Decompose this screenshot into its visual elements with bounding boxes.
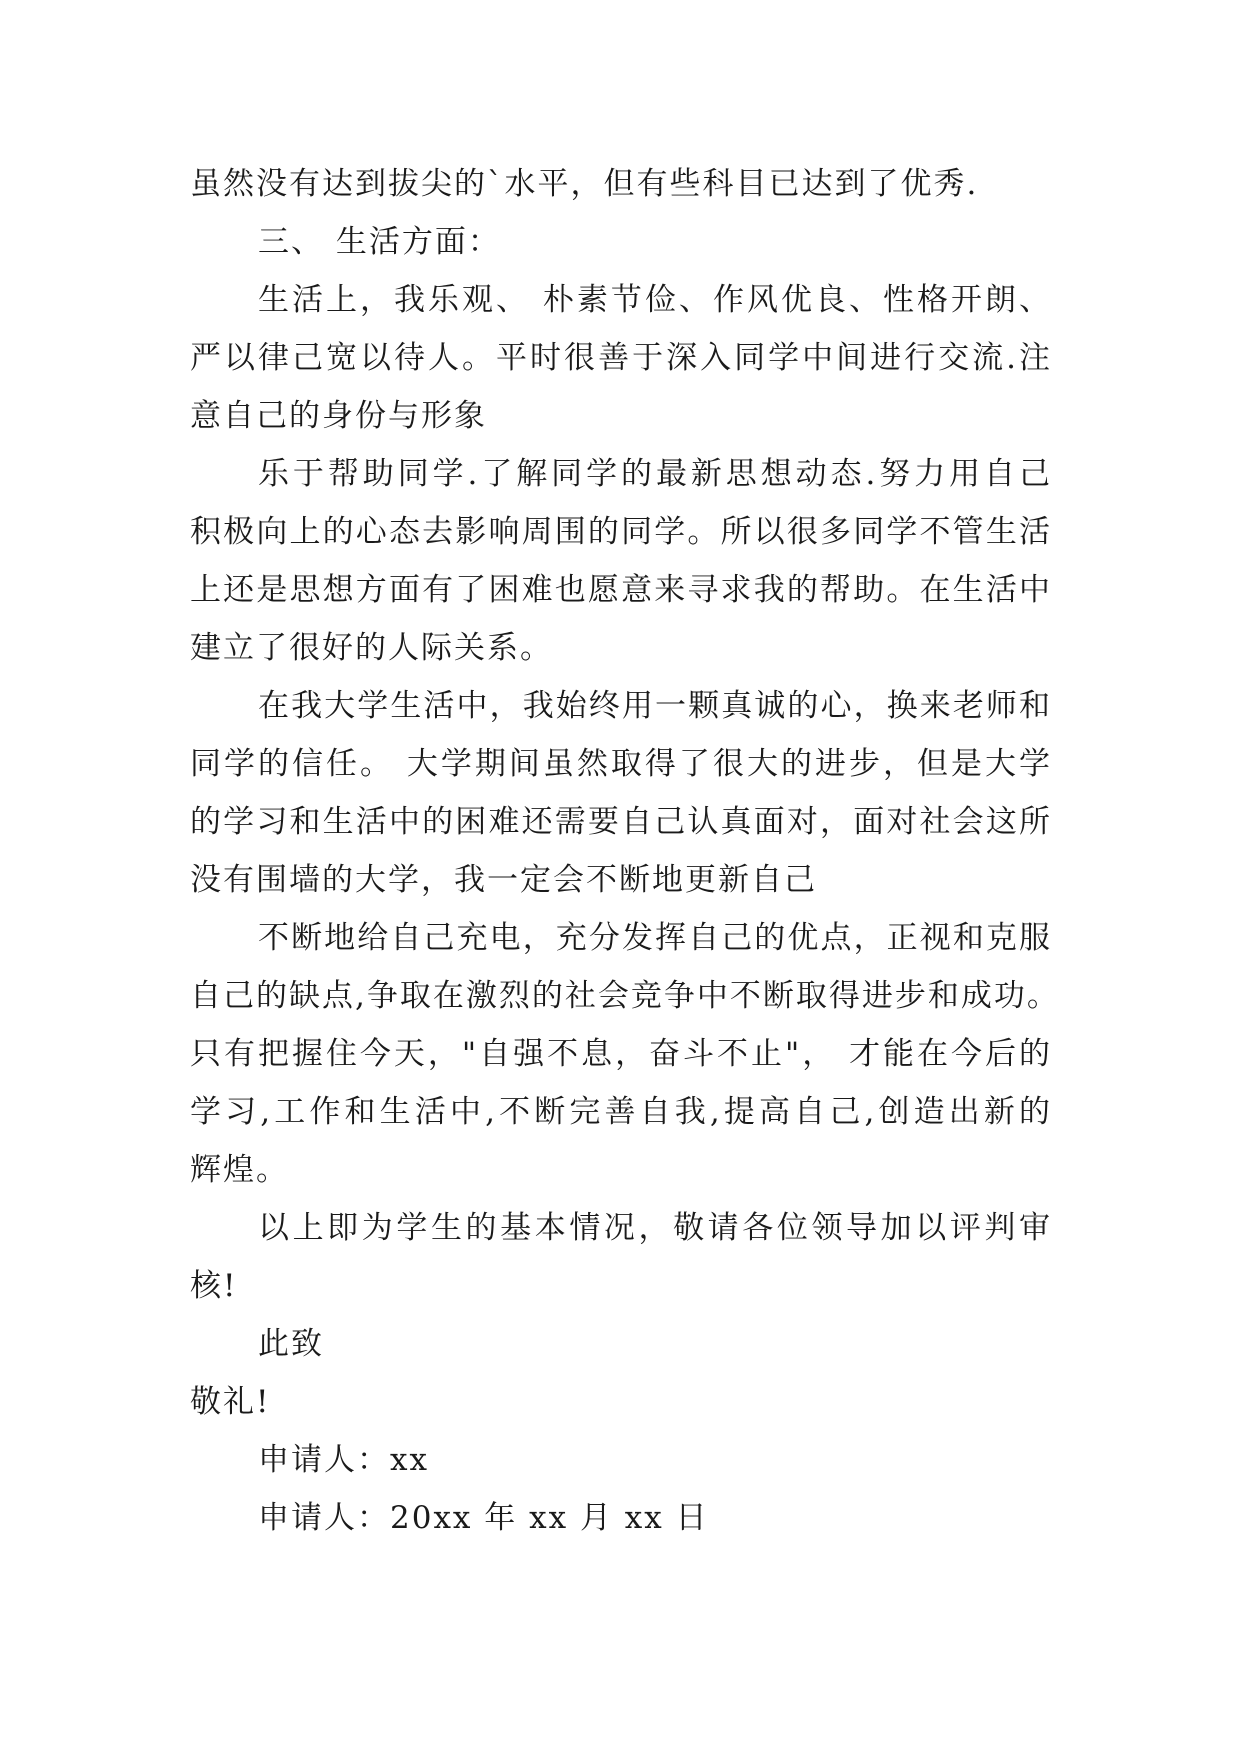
- body-line: 不断地给自己充电，充分发挥自己的优点，正视和克服: [258, 920, 1052, 956]
- body-line: 积极向上的心态去影响周围的同学。所以很多同学不管生活: [190, 514, 1052, 550]
- body-line: 没有围墙的大学，我一定会不断地更新自己: [190, 862, 817, 898]
- document-page: [190, 155, 1060, 1547]
- body-line: 的学习和生活中的困难还需要自己认真面对，面对社会这所: [190, 804, 1052, 840]
- body-line: 虽然没有达到拔尖的`水平，但有些科目已达到了优秀.: [190, 166, 979, 202]
- body-line: 以上即为学生的基本情况，敬请各位领导加以评判审: [258, 1210, 1052, 1246]
- body-line: 自己的缺点,争取在激烈的社会竞争中不断取得进步和成功。: [190, 978, 1060, 1014]
- applicant-name: 申请人：xx: [258, 1442, 429, 1478]
- body-line: 意自己的身份与形象: [190, 398, 487, 434]
- body-line: 建立了很好的人际关系。: [190, 630, 553, 666]
- body-line: 核!: [190, 1268, 238, 1304]
- body-line: 辉煌。: [190, 1152, 289, 1188]
- body-line: 同学的信任。 大学期间虽然取得了很大的进步，但是大学: [190, 746, 1052, 782]
- body-line: 在我大学生活中，我始终用一颗真诚的心，换来老师和: [258, 688, 1052, 724]
- body-line: 生活上，我乐观、 朴素节俭、作风优良、性格开朗、: [258, 282, 1052, 318]
- section-heading-life: 三、 生活方面：: [258, 224, 501, 260]
- body-line: 学习,工作和生活中,不断完善自我,提高自己,创造出新的: [190, 1094, 1052, 1130]
- closing-regards: 敬礼!: [190, 1384, 271, 1420]
- closing-salutation: 此致: [258, 1326, 324, 1362]
- applicant-date: 申请人：20xx 年 xx 月 xx 日: [258, 1500, 709, 1536]
- body-line: 严以律己宽以待人。平时很善于深入同学中间进行交流.注: [190, 340, 1052, 376]
- body-line: 只有把握住今天，"自强不息，奋斗不止"， 才能在今后的: [190, 1036, 1052, 1072]
- body-line: 乐于帮助同学.了解同学的最新思想动态.努力用自己: [258, 456, 1052, 492]
- body-line: 上还是思想方面有了困难也愿意来寻求我的帮助。在生活中: [190, 572, 1052, 608]
